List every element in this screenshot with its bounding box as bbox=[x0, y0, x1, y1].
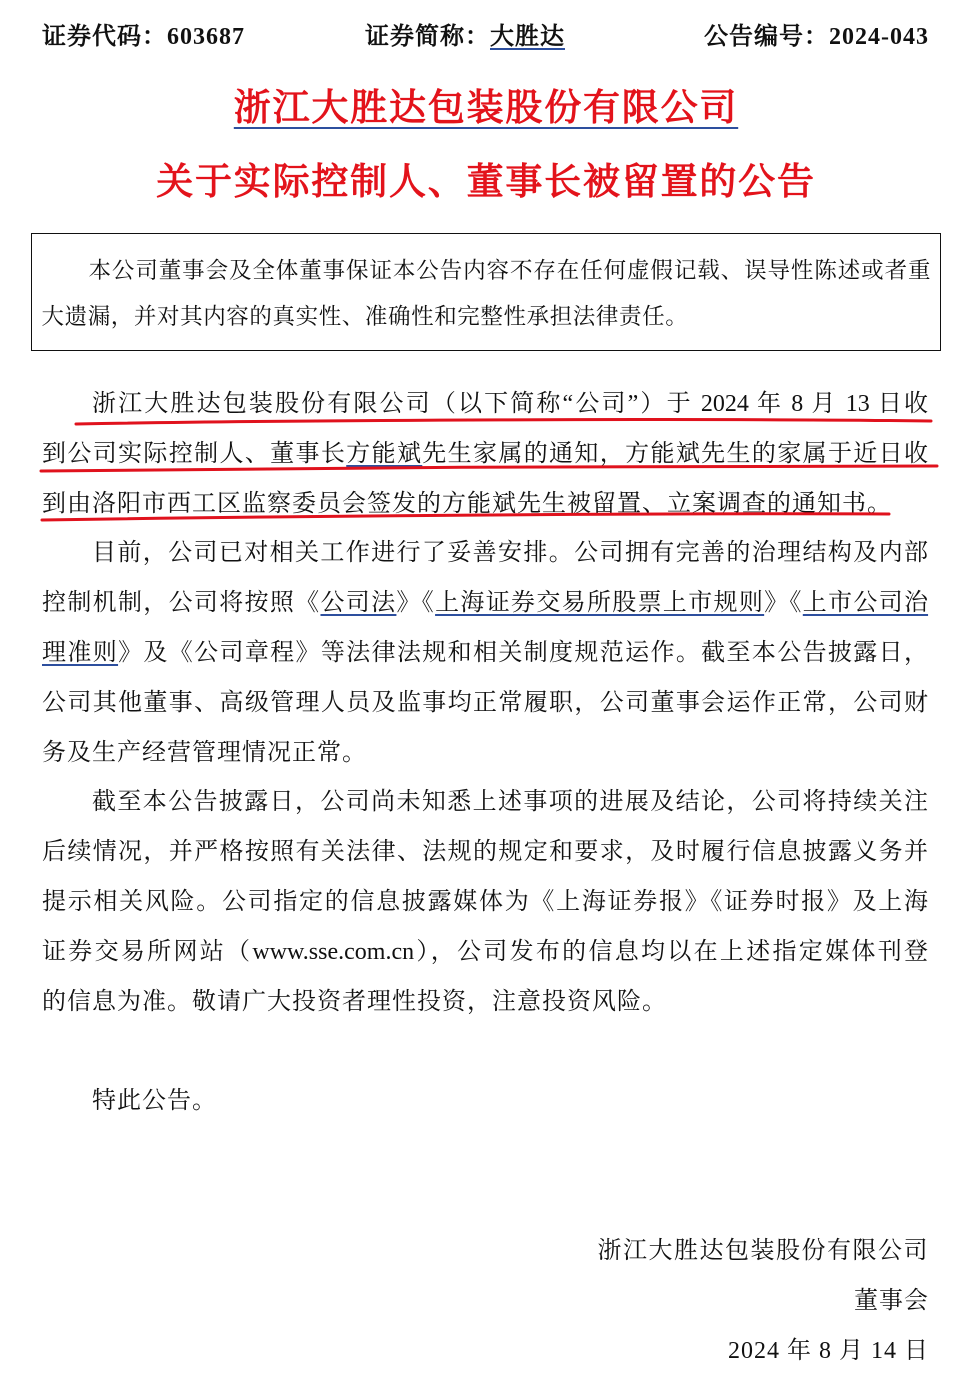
signature-board: 董事会 bbox=[854, 1288, 929, 1314]
text-segment: 截至本公告披露日，公司尚未知悉上述事项的进展及结论，公司将持续关注 bbox=[92, 789, 928, 816]
title-subject: 关于实际控制人、董事长被留置的公告 bbox=[156, 161, 816, 202]
closing-statement: 特此公告。 bbox=[92, 1088, 217, 1115]
paragraph-line bbox=[42, 878, 928, 928]
text-segment: 控制机制，公司将按照《 bbox=[42, 590, 321, 617]
paragraph-line bbox=[42, 529, 928, 579]
underlined-term: 上海证券交易所股票上市规则 bbox=[435, 590, 765, 617]
text-segment: 》《 bbox=[764, 590, 803, 617]
security-abbreviation bbox=[365, 22, 565, 52]
text-segment: 》《 bbox=[396, 590, 436, 617]
security-code: 证券代码：603687 bbox=[42, 24, 245, 50]
title-company bbox=[0, 83, 972, 133]
text-segment: 公司其他董事、高级管理人员及监事均正常履职，公司董事会运作正常，公司财 bbox=[42, 689, 928, 716]
paragraph-line bbox=[42, 380, 928, 430]
text-segment: 浙江大胜达包装股份有限公司（以下简称“公司”）于 2024 年 8 月 13 日收 bbox=[92, 391, 928, 417]
announcement-number: 公告编号：2024-043 bbox=[704, 24, 929, 50]
text-segment: 证券交易所网站（www.sse.com.cn），公司发布的信息均以在上述指定媒体刊登 bbox=[42, 938, 928, 965]
paragraph-line bbox=[42, 480, 928, 530]
underlined-term: 方能斌 bbox=[346, 440, 423, 467]
underlined-term: 公司法 bbox=[320, 590, 397, 617]
paragraph-line bbox=[42, 629, 928, 679]
text-segment: 目前，公司已对相关工作进行了妥善安排。公司拥有完善的治理结构及内部 bbox=[92, 540, 928, 567]
signature-date: 2024 年 8 月 14 日 bbox=[728, 1338, 929, 1364]
body-paragraph bbox=[42, 529, 928, 778]
title-company-text: 浙江大胜达包装股份有限公司 bbox=[233, 87, 739, 128]
text-segment: 到公司实际控制人、董事长 bbox=[42, 440, 347, 467]
paragraph-line bbox=[42, 430, 928, 480]
announcement-body bbox=[42, 380, 928, 1127]
security-abbreviation-value: 大胜达 bbox=[490, 24, 565, 50]
body-paragraph bbox=[42, 380, 928, 529]
underlined-term: 上市公司治 bbox=[802, 590, 929, 617]
paragraph-line bbox=[42, 579, 928, 629]
paragraph-line bbox=[42, 828, 928, 878]
text-segment: 提示相关风险。公司指定的信息披露媒体为《上海证券报》《证券时报》及上海 bbox=[42, 888, 928, 915]
text-segment: 的信息为准。敬请广大投资者理性投资，注意投资风险。 bbox=[42, 988, 667, 1015]
disclaimer-box bbox=[31, 233, 941, 351]
disclaimer-line: 本公司董事会及全体董事保证本公告内容不存在任何虚假记载、误导性陈述或者重 bbox=[88, 257, 931, 283]
text-segment: 先生家属的通知，方能斌先生的家属于近日收 bbox=[422, 440, 929, 467]
paragraph-line bbox=[42, 978, 928, 1028]
body-paragraph bbox=[42, 778, 928, 1027]
paragraph-line bbox=[42, 679, 928, 729]
paragraph-line bbox=[42, 729, 928, 779]
text-segment: 》及《公司章程》等法律法规和相关制度规范运作。截至本公告披露日， bbox=[118, 639, 929, 666]
disclaimer-line: 大遗漏，并对其内容的真实性、准确性和完整性承担法律责任。 bbox=[41, 303, 689, 329]
body-paragraphs bbox=[42, 380, 928, 1027]
paragraph-line bbox=[42, 778, 928, 828]
text-segment: 务及生产经营管理情况正常。 bbox=[42, 739, 367, 766]
paragraph-line bbox=[42, 928, 928, 978]
underlined-term: 理准则 bbox=[42, 639, 119, 666]
security-abbreviation-label: 证券简称： bbox=[365, 24, 490, 50]
text-segment: 后续情况，并严格按照有关法律、法规的规定和要求，及时履行信息披露义务并 bbox=[42, 839, 928, 866]
text-segment: 到由洛阳市西工区监察委员会签发的方能斌先生被留置、立案调查的通知书。 bbox=[42, 490, 892, 517]
signature-company: 浙江大胜达包装股份有限公司 bbox=[597, 1238, 929, 1264]
